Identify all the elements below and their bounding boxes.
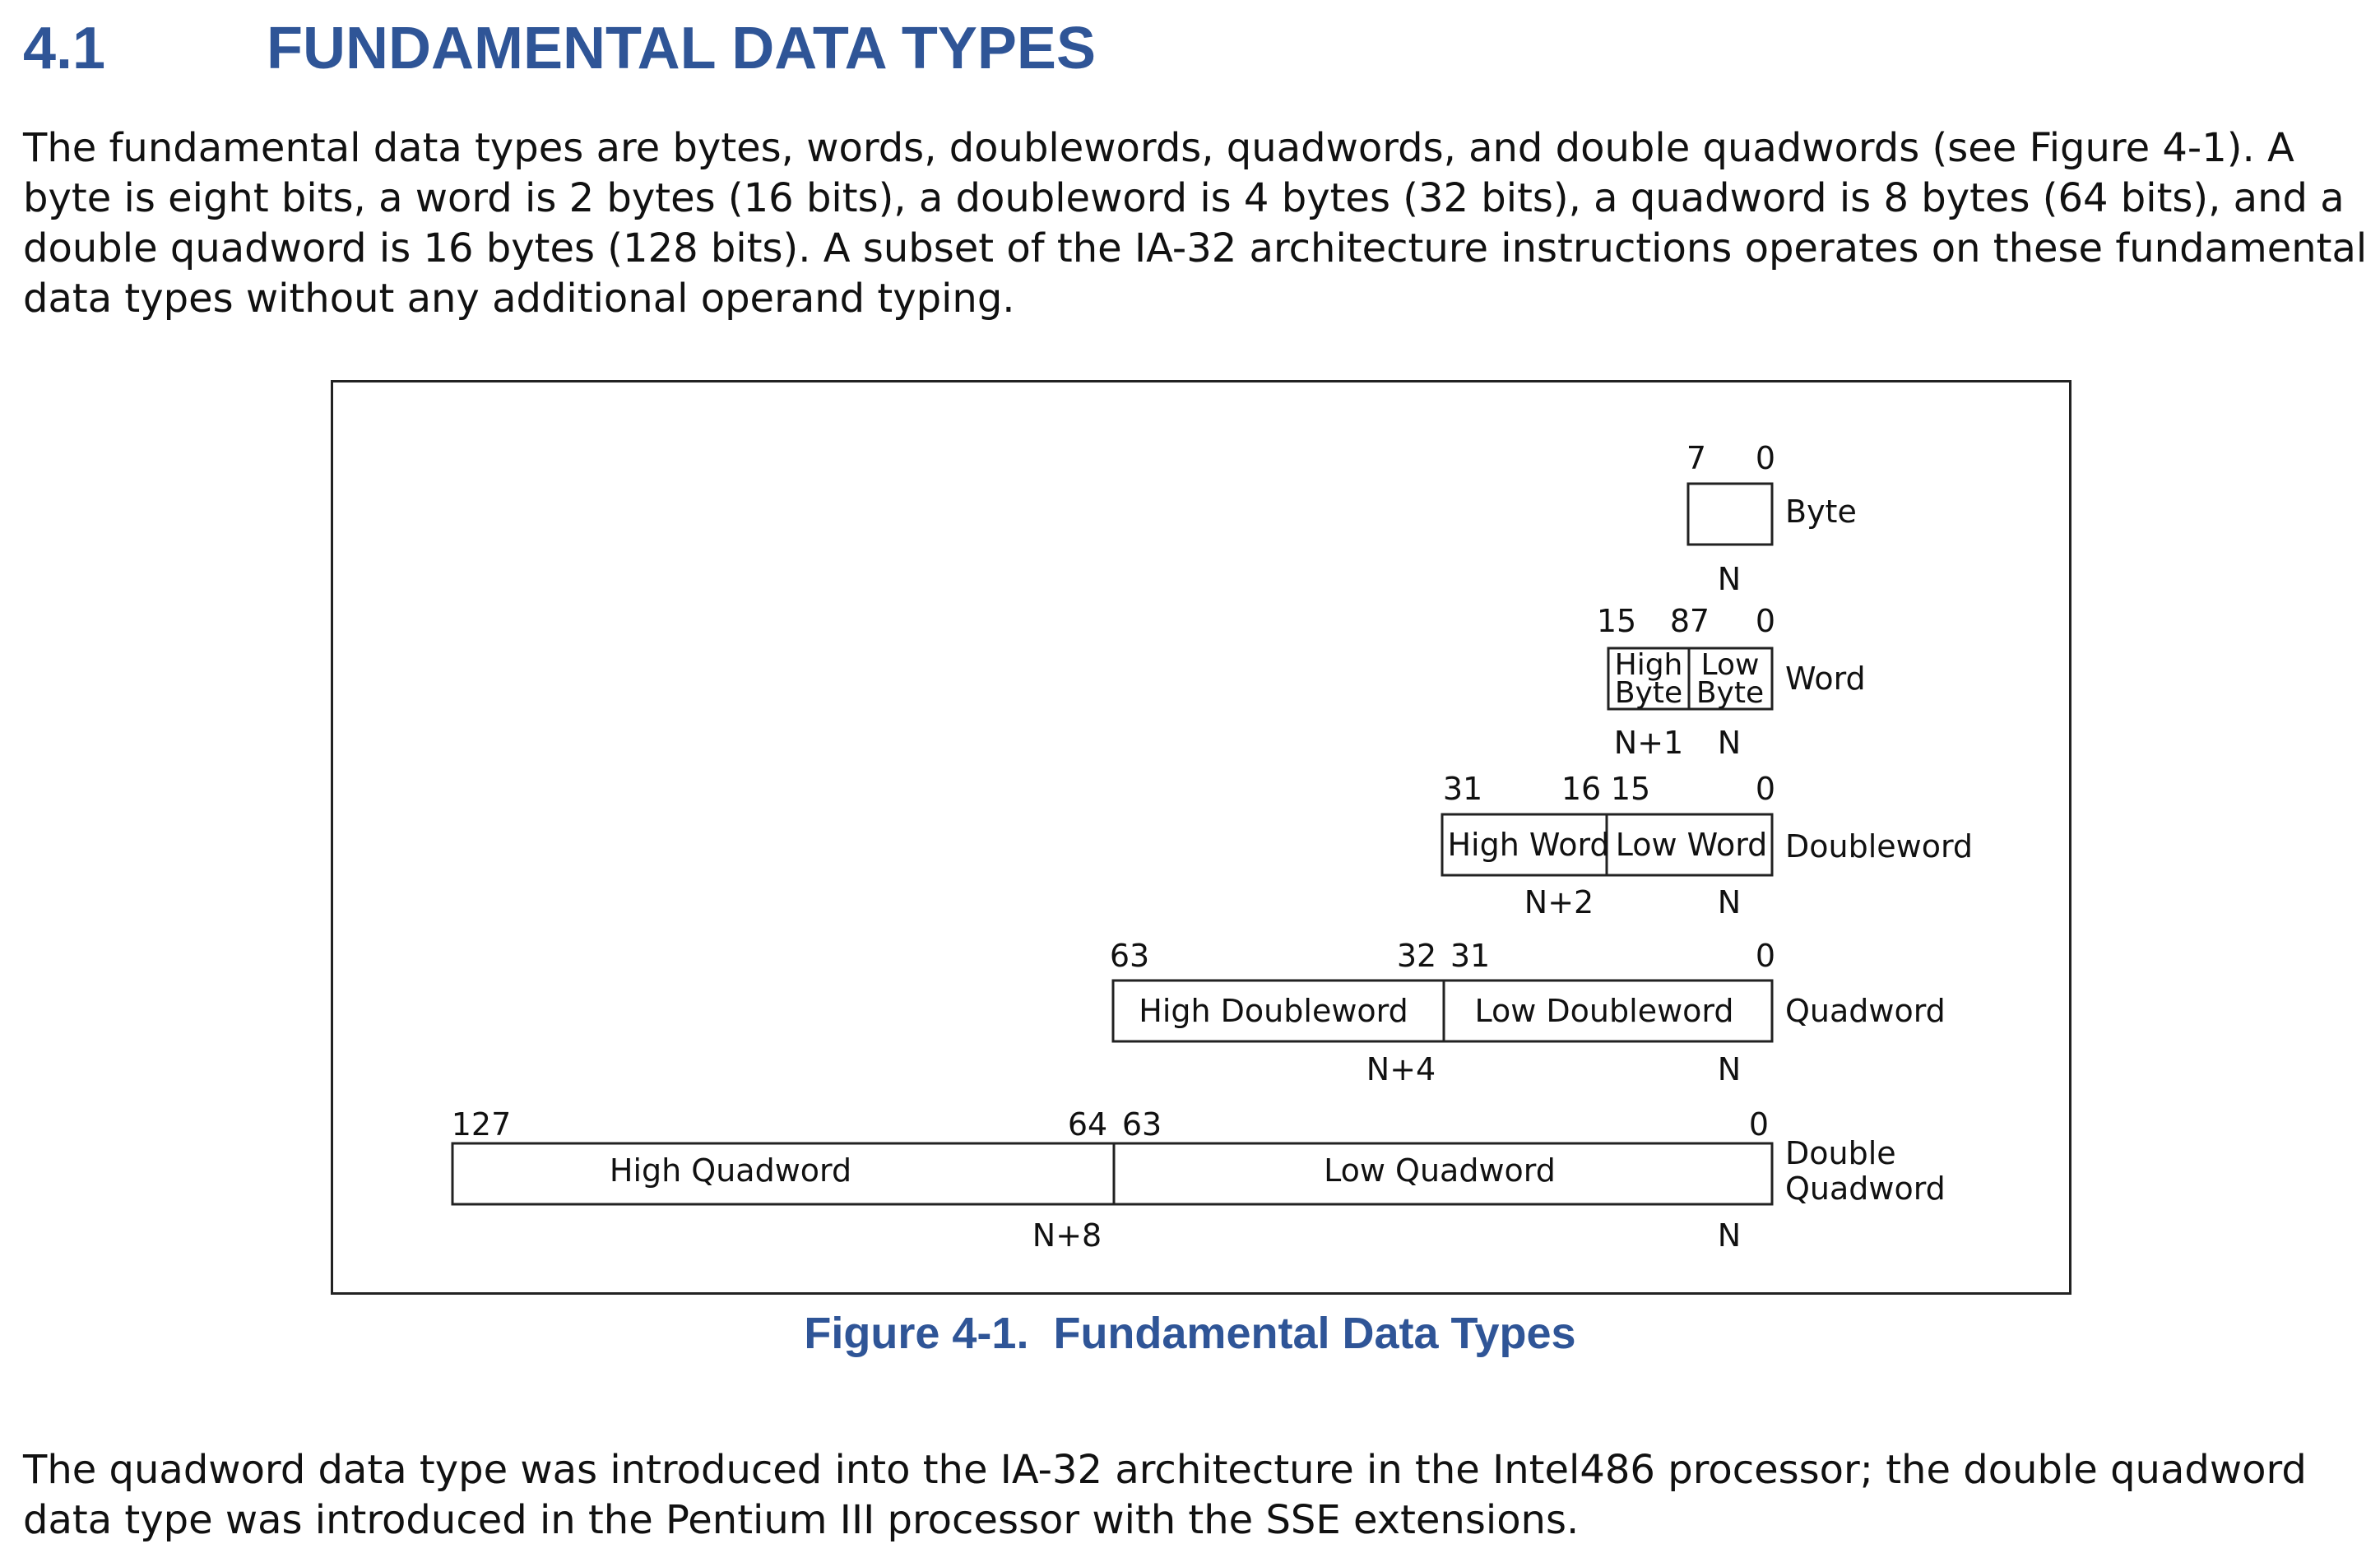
figure-label: Figure 4-1. [804, 1309, 1029, 1358]
bit-label: 0 [1748, 1106, 1770, 1143]
dq-high-quadword-label: High Quadword [609, 1152, 852, 1189]
double-quadword-type-label: Double [1785, 1135, 1896, 1171]
word-high-byte-label: Byte [1614, 676, 1683, 710]
doubleword-type-label: Doubleword [1785, 828, 1974, 865]
address-label: N+1 [1613, 725, 1684, 761]
dq-low-quadword-label: Low Quadword [1324, 1152, 1556, 1189]
address-label: N [1717, 725, 1742, 761]
bit-label: 0 [1755, 938, 1776, 974]
bit-label: 8 [1669, 603, 1691, 639]
address-label: N [1717, 1217, 1742, 1254]
bit-label: 32 [1396, 938, 1437, 974]
word-high-byte-label: High [1614, 648, 1683, 682]
intro-paragraph: The fundamental data types are bytes, words, doublewords, quadwords, and double quadwords (see Figure 4-1). A byte is eight bits, a word is 2 bytes (16 bits), a doubleword is 4 bytes (32 bits), a quadword is 8 bytes (64 bits), and a double quadword is 16 bytes (128 bits). A subset of the IA-32 architecture instructions operates on these fundamental data types without any additional operand typing. [23, 125, 2368, 322]
word-low-byte-label: Low [1700, 648, 1760, 682]
bit-label: 0 [1755, 603, 1776, 639]
doubleword-low-word-label: Low Word [1615, 827, 1768, 863]
word-type-label: Word [1785, 661, 1866, 697]
bit-label: 63 [1109, 938, 1150, 974]
bit-label: 63 [1121, 1106, 1162, 1143]
address-label: N+8 [1032, 1217, 1102, 1254]
bit-label: 64 [1067, 1106, 1108, 1143]
bit-label: 31 [1450, 938, 1491, 974]
bit-label: 7 [1686, 440, 1707, 476]
bit-label: 127 [451, 1106, 512, 1143]
bit-label: 7 [1689, 603, 1710, 639]
byte-type-label: Byte [1785, 494, 1857, 530]
address-label: N+4 [1366, 1051, 1436, 1087]
address-label: N [1717, 1051, 1742, 1087]
bit-label: 16 [1561, 771, 1602, 807]
bit-label: 0 [1755, 771, 1776, 807]
bit-label: 15 [1610, 771, 1651, 807]
figure-caption [0, 1308, 2380, 1359]
byte-field-box [1688, 484, 1772, 545]
bit-label: 15 [1596, 603, 1637, 639]
bit-label: 0 [1755, 440, 1776, 476]
doubleword-high-word-label: High Word [1447, 827, 1610, 863]
word-low-byte-label: Byte [1696, 676, 1765, 710]
quadword-high-doubleword-label: High Doubleword [1139, 993, 1408, 1029]
section-number: 4.1 [23, 16, 106, 81]
address-label: N [1717, 561, 1742, 597]
section-title: FUNDAMENTAL DATA TYPES [267, 16, 1096, 81]
figure-title: Fundamental Data Types [1053, 1309, 1576, 1358]
address-label: N+2 [1524, 884, 1594, 920]
closing-paragraph: The quadword data type was introduced into the IA-32 architecture in the Intel486 processor; the double quadword data type was introduced in the Pentium III processor with the SSE extensions. [23, 1447, 2307, 1543]
bit-label: 31 [1442, 771, 1483, 807]
address-label: N [1717, 884, 1742, 920]
quadword-type-label: Quadword [1785, 993, 1946, 1029]
quadword-low-doubleword-label: Low Doubleword [1474, 993, 1734, 1029]
double-quadword-type-label: Quadword [1785, 1171, 1946, 1207]
